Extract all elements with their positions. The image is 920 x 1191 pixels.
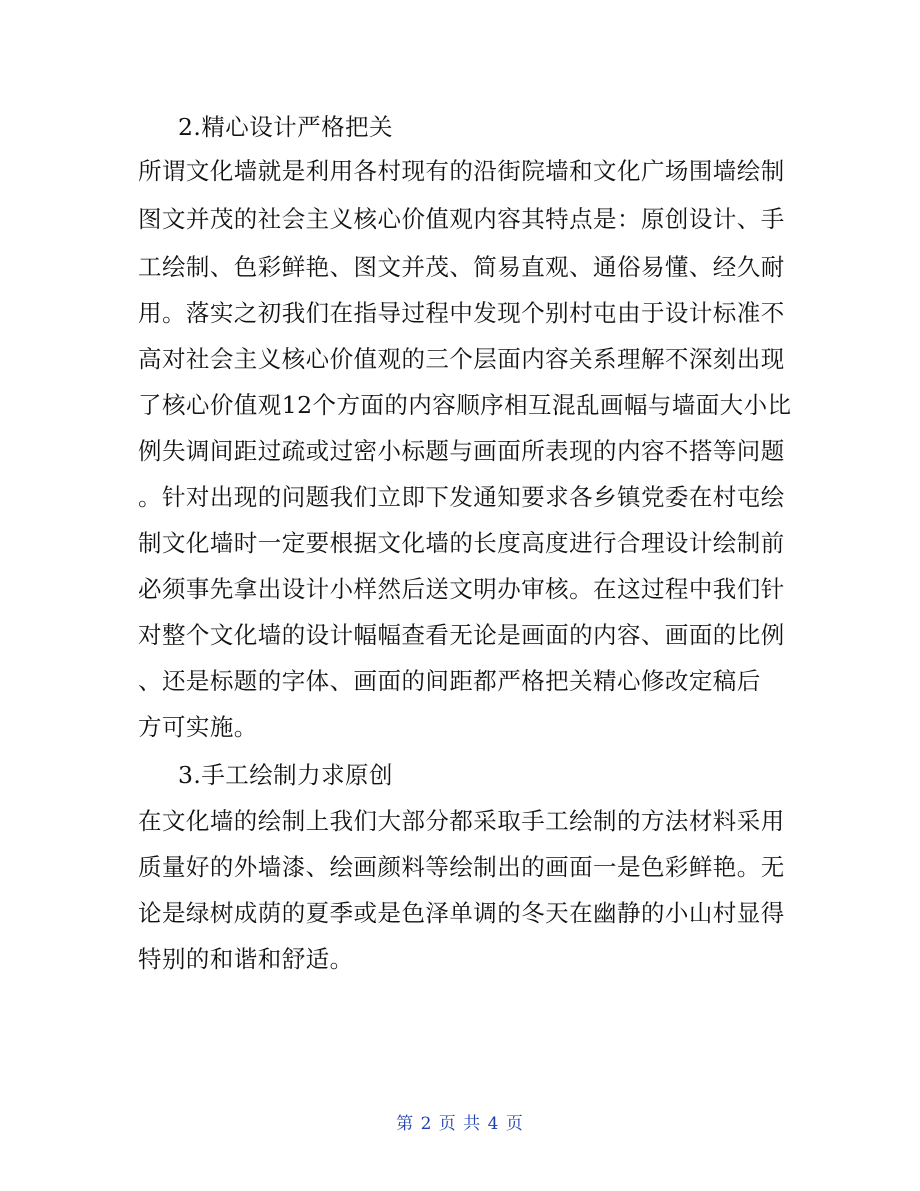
section-3-line-3: 论是绿树成荫的夏季或是色泽单调的冬天在幽静的小山村显得: [138, 899, 785, 927]
section-3-line-2: 质量好的外墙漆、绘画颜料等绘制出的画面一是色彩鲜艳。无: [138, 853, 785, 881]
section-3-line-4: 特别的和谐和舒适。: [138, 945, 354, 973]
section-2-line-2: 图文并茂的社会主义核心价值观内容其特点是：原创设计、手: [138, 205, 785, 233]
section-2-line-8: 。针对出现的问题我们立即下发通知要求各乡镇党委在村屯绘: [138, 483, 785, 511]
section-2-line-7: 例失调间距过疏或过密小标题与画面所表现的内容不搭等问题: [138, 437, 785, 465]
section-2-line-1: 所谓文化墙就是利用各村现有的沿街院墙和文化广场围墙绘制: [138, 157, 785, 185]
section-3-heading: 3.手工绘制力求原创: [178, 761, 393, 789]
section-2-line-13: 方可实施。: [138, 713, 258, 741]
section-2-line-4: 用。落实之初我们在指导过程中发现个别村屯由于设计标准不: [138, 299, 785, 327]
section-2-line-9: 制文化墙时一定要根据文化墙的长度高度进行合理设计绘制前: [138, 529, 785, 557]
page-number-footer: 第 2 页 共 4 页: [396, 1114, 524, 1134]
section-2-line-5: 高对社会主义核心价值观的三个层面内容关系理解不深刻出现: [138, 345, 785, 373]
section-2-heading: 2.精心设计严格把关: [178, 113, 393, 141]
section-2-line-10: 必须事先拿出设计小样然后送文明办审核。在这过程中我们针: [138, 575, 785, 603]
section-2-line-12: 、还是标题的字体、画面的间距都严格把关精心修改定稿后: [138, 667, 761, 695]
section-2-line-3: 工绘制、色彩鲜艳、图文并茂、简易直观、通俗易懂、经久耐: [138, 253, 785, 281]
section-2-line-6: 了核心价值观12个方面的内容顺序相互混乱画幅与墙面大小比: [138, 391, 792, 419]
section-2-line-11: 对整个文化墙的设计幅幅查看无论是画面的内容、画面的比例: [138, 621, 785, 649]
section-3-line-1: 在文化墙的绘制上我们大部分都采取手工绘制的方法材料采用: [138, 807, 785, 835]
